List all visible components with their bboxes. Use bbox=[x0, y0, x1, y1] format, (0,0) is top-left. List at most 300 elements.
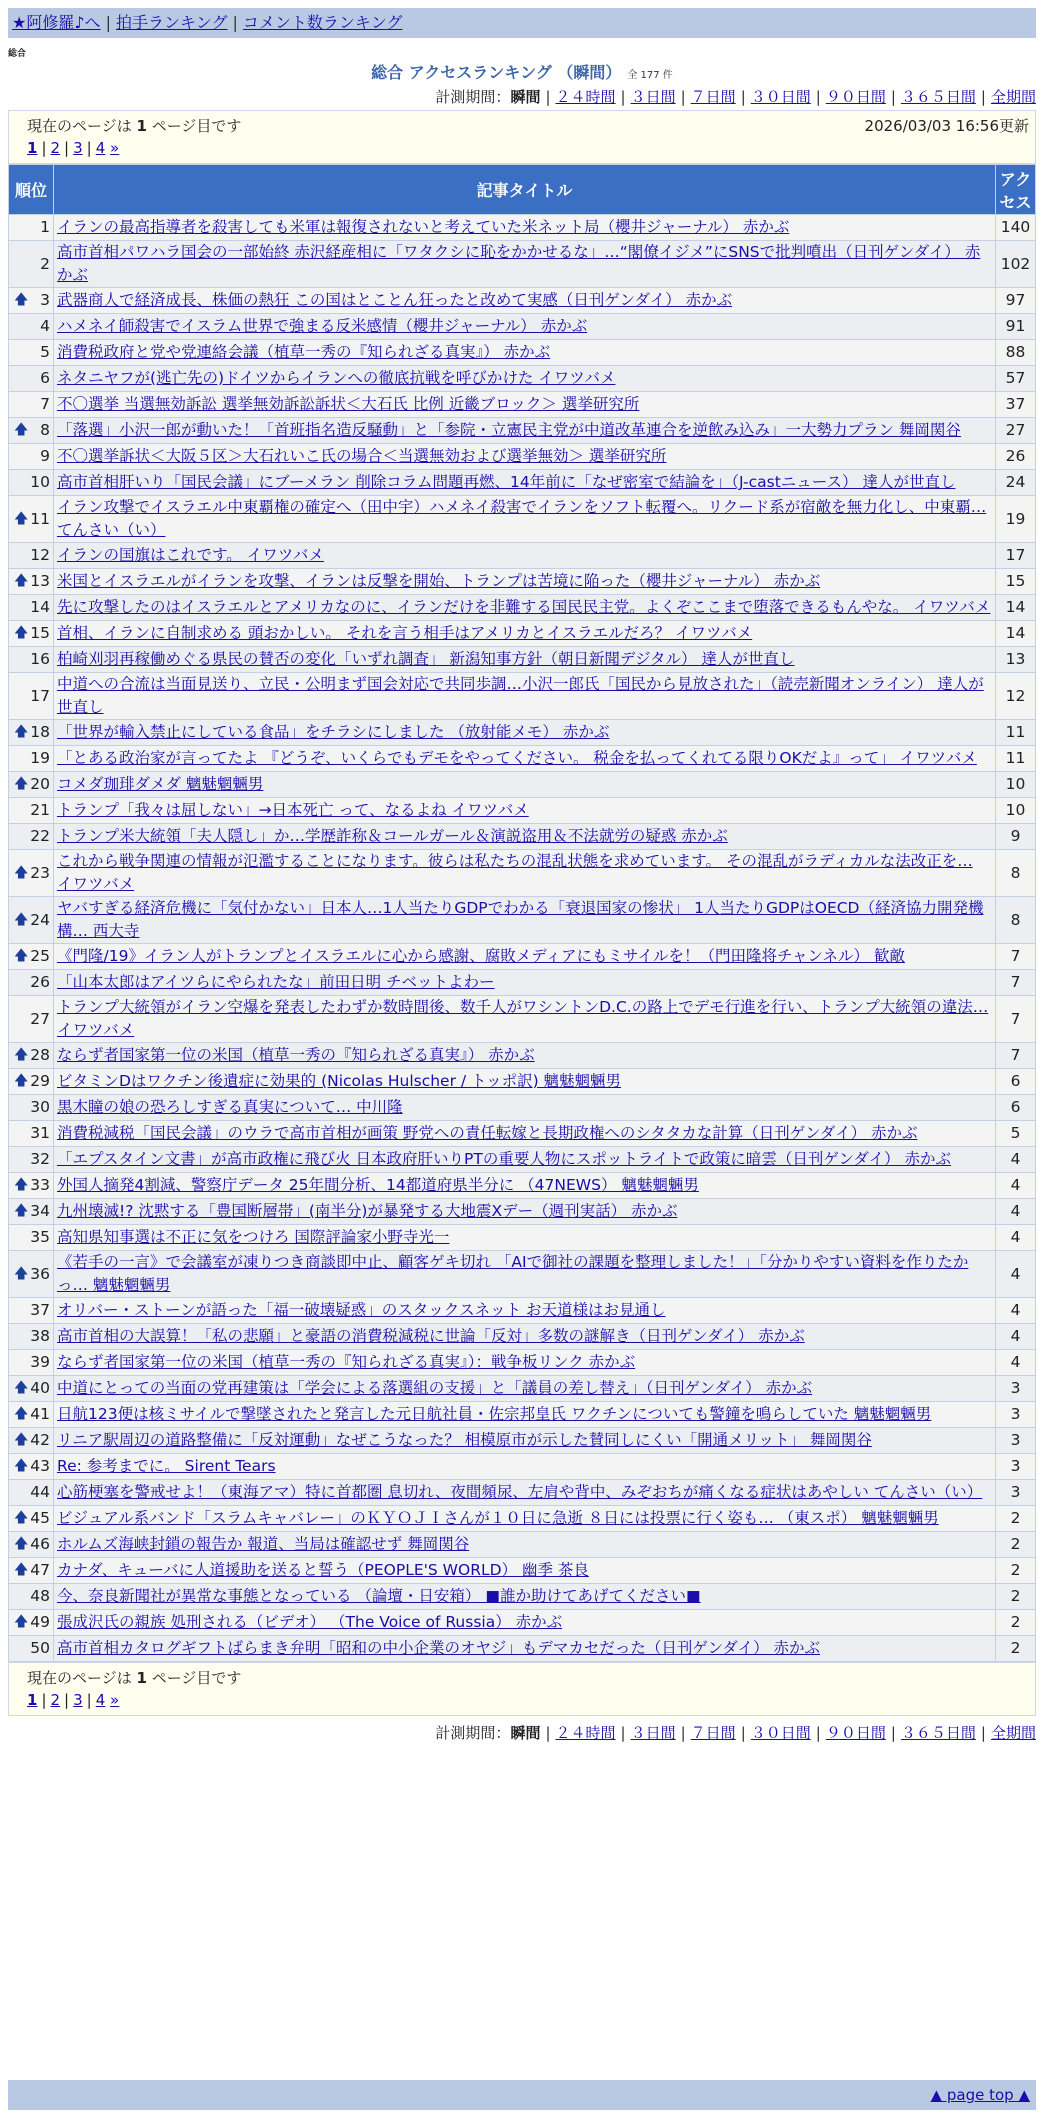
rank-number: 37 bbox=[30, 1301, 50, 1319]
period-separator: | bbox=[680, 88, 686, 106]
article-link[interactable]: 日航123便は核ミサイルで撃墜されたと発言した元日航社員・佐宗邦皇氏 ワクチンについても警鐘を鳴らしていた 魑魅魍魎男 bbox=[57, 1405, 932, 1423]
title-cell bbox=[54, 1610, 996, 1636]
rank-number: 35 bbox=[30, 1228, 50, 1246]
article-link[interactable]: 消費税政府と党や党連絡会議（植草一秀の『知られざる真実』） 赤かぶ bbox=[57, 343, 551, 361]
arrow-up-icon: 🡅 bbox=[14, 776, 29, 792]
rank-number: 4 bbox=[40, 317, 50, 335]
rank-cell bbox=[9, 288, 54, 314]
article-link[interactable]: ならず者国家第一位の米国（植草一秀の『知られざる真実』） 赤かぶ bbox=[57, 1046, 535, 1064]
article-link[interactable]: イランの国旗はこれです。 イワツバメ bbox=[57, 546, 324, 564]
rank-number: 30 bbox=[30, 1098, 50, 1116]
title-cell bbox=[54, 1454, 996, 1480]
title-cell bbox=[54, 1636, 996, 1662]
arrow-up-icon: 🡅 bbox=[14, 1432, 29, 1448]
page-link[interactable]: 2 bbox=[50, 1691, 61, 1709]
period-separator: | bbox=[740, 1724, 746, 1742]
table-row bbox=[9, 470, 1036, 496]
article-link[interactable]: トランプ「我々は屈しない」→日本死亡 って、なるよね イワツバメ bbox=[57, 801, 529, 819]
period-link[interactable]: ３６５日間 bbox=[900, 88, 976, 106]
arrow-up-icon: 🡅 bbox=[14, 911, 29, 928]
article-link[interactable]: リニア駅周辺の道路整備に「反対運動」なぜこうなった？ 相模原市が示した賛同しにくい「開通メリット」 舞岡関谷 bbox=[57, 1431, 872, 1449]
rank-cell bbox=[9, 496, 54, 543]
access-count: 2 bbox=[996, 1584, 1036, 1610]
access-count: 15 bbox=[996, 569, 1036, 595]
page-link[interactable]: 4 bbox=[95, 1691, 106, 1709]
access-count: 2 bbox=[996, 1558, 1036, 1584]
rank-cell bbox=[9, 1636, 54, 1662]
article-link[interactable]: ネタニヤフが(逃亡先の)ドイツからイランへの徹底抗戦を呼びかけた イワツバメ bbox=[57, 369, 616, 387]
table-row bbox=[9, 850, 1036, 897]
arrow-up-icon: 🡅 bbox=[14, 724, 29, 740]
article-link[interactable]: 《門隆/19》イラン人がトランプとイスラエルに心から感謝、腐敗メディアにもミサイルを！（門田隆将チャンネル） 歓敵 bbox=[57, 947, 905, 965]
period-separator: | bbox=[815, 88, 821, 106]
page-separator: | bbox=[64, 1691, 70, 1709]
rank-number: 46 bbox=[30, 1535, 50, 1553]
current-page-text: 現在のページは 1 ページ目です bbox=[27, 1669, 242, 1687]
table-row bbox=[9, 1350, 1036, 1376]
table-row bbox=[9, 970, 1036, 996]
arrow-up-icon: 🡅 bbox=[14, 948, 29, 964]
period-link[interactable]: 全期間 bbox=[990, 88, 1036, 106]
period-current: 瞬間 bbox=[510, 88, 541, 106]
arrow-up-icon: 🡅 bbox=[14, 510, 29, 527]
rank-number: 50 bbox=[30, 1639, 50, 1657]
period-link[interactable]: ９０日間 bbox=[825, 1724, 886, 1742]
article-link[interactable]: 外国人摘発4割減、警察庁データ 25年間分析、14都道府県半分に （47NEWS） 魑魅魍魎男 bbox=[57, 1176, 699, 1194]
rank-cell bbox=[9, 1558, 54, 1584]
title-cell bbox=[54, 1043, 996, 1069]
access-count: 8 bbox=[996, 850, 1036, 897]
access-count: 14 bbox=[996, 595, 1036, 621]
title-cell bbox=[54, 569, 996, 595]
table-row bbox=[9, 798, 1036, 824]
title-cell bbox=[54, 1147, 996, 1173]
title-cell bbox=[54, 1121, 996, 1147]
rank-cell bbox=[9, 1350, 54, 1376]
table-row bbox=[9, 1173, 1036, 1199]
title-cell bbox=[54, 241, 996, 288]
rank-number: 23 bbox=[30, 863, 50, 882]
period-separator: | bbox=[980, 1724, 986, 1742]
rank-cell bbox=[9, 647, 54, 673]
rank-cell bbox=[9, 897, 54, 944]
period-link[interactable]: ３０日間 bbox=[750, 88, 811, 106]
rank-column-header: 順位 bbox=[9, 165, 54, 215]
article-link[interactable]: 「山本太郎はアイツらにやられたな」前田日明 チベットよわー bbox=[57, 973, 495, 991]
rank-cell bbox=[9, 996, 54, 1043]
comment-ranking-link[interactable]: コメント数ランキング bbox=[242, 13, 403, 32]
rank-number: 20 bbox=[30, 775, 50, 793]
table-row bbox=[9, 392, 1036, 418]
table-row bbox=[9, 944, 1036, 970]
arrow-up-icon: 🡅 bbox=[14, 1203, 29, 1219]
rank-cell bbox=[9, 1506, 54, 1532]
title-cell bbox=[54, 340, 996, 366]
period-link[interactable]: ３日間 bbox=[630, 1724, 676, 1742]
arrow-up-icon: 🡅 bbox=[14, 1510, 29, 1526]
period-link[interactable]: ３６５日間 bbox=[900, 1724, 976, 1742]
article-link[interactable]: 黒木瞳の娘の恐ろしすぎる真実について… 中川隆 bbox=[57, 1098, 403, 1116]
rank-number: 31 bbox=[30, 1124, 50, 1142]
title-cell bbox=[54, 720, 996, 746]
table-row bbox=[9, 1298, 1036, 1324]
period-separator: | bbox=[815, 1724, 821, 1742]
rank-cell bbox=[9, 1043, 54, 1069]
article-link[interactable]: 高市首相肝いり「国民会議」にブーメラン 削除コラム問題再燃、14年前に「なぜ密室で結論を」（J-castニュース） 達人が世直し bbox=[57, 473, 956, 491]
table-row bbox=[9, 897, 1036, 944]
period-separator: | bbox=[620, 1724, 626, 1742]
arrow-up-icon: 🡅 bbox=[14, 573, 29, 589]
rank-cell bbox=[9, 569, 54, 595]
table-row bbox=[9, 1043, 1036, 1069]
title-cell bbox=[54, 850, 996, 897]
access-count: 11 bbox=[996, 746, 1036, 772]
access-count: 10 bbox=[996, 798, 1036, 824]
article-link[interactable]: これから戦争関連の情報が氾濫することになります。彼らは私たちの混乱状態を求めています。 その混乱がラディカルな法改正を… イワツバメ bbox=[57, 852, 973, 893]
top-nav-bar bbox=[8, 8, 1036, 38]
article-link[interactable]: ホルムズ海峡封鎖の報告か 報道、当局は確認せず 舞岡関谷 bbox=[57, 1535, 470, 1553]
rank-cell bbox=[9, 850, 54, 897]
access-count: 17 bbox=[996, 543, 1036, 569]
table-row bbox=[9, 1147, 1036, 1173]
rank-number: 40 bbox=[30, 1379, 50, 1397]
title-cell bbox=[54, 418, 996, 444]
title-cell bbox=[54, 1558, 996, 1584]
rank-number: 32 bbox=[30, 1150, 50, 1168]
article-link[interactable]: 高市首相パワハラ国会の一部始終 赤沢経産相に「ワタクシに恥をかかせるな」…“閣僚イジメ”にSNSで批判噴出（日刊ゲンダイ） 赤かぶ bbox=[57, 243, 981, 284]
table-row bbox=[9, 746, 1036, 772]
article-link[interactable]: トランプ大統領がイラン空爆を発表したわずか数時間後、数千人がワシントンD.C.の路上でデモ行進を行い、トランプ大統領の違法… イワツバメ bbox=[57, 998, 989, 1039]
article-link[interactable]: 不〇選挙 当選無効訴訟 選挙無効訴訟訴状＜大石氏 比例 近畿ブロック＞ 選挙研究所 bbox=[57, 395, 640, 413]
table-row bbox=[9, 1095, 1036, 1121]
rank-cell bbox=[9, 1454, 54, 1480]
table-row bbox=[9, 418, 1036, 444]
period-link[interactable]: ９０日間 bbox=[825, 88, 886, 106]
title-cell bbox=[54, 1506, 996, 1532]
title-cell bbox=[54, 470, 996, 496]
rank-number: 24 bbox=[30, 910, 50, 929]
title-column-header: 記事タイトル bbox=[54, 165, 996, 215]
table-row bbox=[9, 1506, 1036, 1532]
access-count: 2 bbox=[996, 1506, 1036, 1532]
arrow-up-icon: 🡅 bbox=[14, 864, 29, 881]
rank-number: 12 bbox=[30, 546, 50, 564]
pager-bottom bbox=[8, 1662, 1036, 1716]
period-selector-top bbox=[435, 86, 1036, 107]
article-link[interactable]: 九州壊滅!? 沈黙する「豊国断層帯」(南半分)が暴発する大地震Xデー（週刊実話） 赤かぶ bbox=[57, 1202, 678, 1220]
period-separator: | bbox=[680, 1724, 686, 1742]
table-row bbox=[9, 1251, 1036, 1298]
title-cell bbox=[54, 392, 996, 418]
title-cell bbox=[54, 824, 996, 850]
article-link[interactable]: トランプ米大統領「夫人隠し」か…学歴詐称＆コールガール＆演説盗用＆不法就労の疑惑 赤かぶ bbox=[57, 827, 728, 845]
updated-timestamp: 2026/03/03 16:56更新 bbox=[864, 117, 1029, 135]
period-current: 瞬間 bbox=[510, 1724, 541, 1742]
table-row bbox=[9, 1121, 1036, 1147]
article-link[interactable]: 武器商人で経済成長、株価の熱狂 この国はとことん狂ったと改めて実感（日刊ゲンダイ） 赤かぶ bbox=[57, 291, 733, 309]
rank-number: 18 bbox=[30, 723, 50, 741]
arrow-up-icon: 🡅 bbox=[14, 422, 29, 438]
article-link[interactable]: 今、奈良新聞社が異常な事態となっている （論壇・日安箱） ■誰か助けてあげてください■ bbox=[57, 1587, 701, 1605]
rank-number: 1 bbox=[40, 218, 50, 236]
rank-number: 25 bbox=[30, 947, 50, 965]
article-link[interactable]: 高知県知事選は不正に気をつけろ 国際評論家小野寺光一 bbox=[57, 1228, 450, 1246]
article-link[interactable]: カナダ、キューバに人道援助を送ると誓う（PEOPLE'S WORLD） 幽季 茶良 bbox=[57, 1561, 589, 1579]
page-link-current[interactable]: 1 bbox=[27, 139, 38, 157]
table-row bbox=[9, 1584, 1036, 1610]
rank-number: 38 bbox=[30, 1327, 50, 1345]
rank-number: 28 bbox=[30, 1046, 50, 1064]
article-link[interactable]: 高市首相カタログギフトばらまき弁明「昭和の中小企業のオヤジ」もデマカセだった（日刊ゲンダイ） 赤かぶ bbox=[57, 1639, 821, 1657]
article-link[interactable]: 米国とイスラエルがイランを攻撃、イランは反撃を開始、トランプは苦境に陥った（櫻井ジャーナル） 赤かぶ bbox=[57, 572, 821, 590]
table-row bbox=[9, 340, 1036, 366]
rank-number: 27 bbox=[30, 1009, 50, 1028]
access-count: 88 bbox=[996, 340, 1036, 366]
table-row bbox=[9, 1480, 1036, 1506]
rank-cell bbox=[9, 621, 54, 647]
rank-number: 21 bbox=[30, 801, 50, 819]
period-link[interactable]: ３０日間 bbox=[750, 1724, 811, 1742]
article-link[interactable]: ビジュアル系バンド「スラムキャバレー」のＫＹＯＪＩさんが１０日に急逝 ８日には投票に行く姿も… （東スポ） 魑魅魍魎男 bbox=[57, 1509, 939, 1527]
rank-number: 9 bbox=[40, 447, 50, 465]
access-count: 37 bbox=[996, 392, 1036, 418]
rank-cell bbox=[9, 1532, 54, 1558]
page-top-link[interactable]: ▲ page top ▲ bbox=[930, 2086, 1030, 2104]
title-cell bbox=[54, 621, 996, 647]
access-count: 19 bbox=[996, 496, 1036, 543]
period-link[interactable]: 全期間 bbox=[990, 1724, 1036, 1742]
category-label: 総合 bbox=[8, 49, 27, 59]
rank-number: 6 bbox=[40, 369, 50, 387]
title-cell bbox=[54, 798, 996, 824]
nav-separator: | bbox=[232, 13, 238, 32]
article-link[interactable]: 張成沢氏の親族 処刑される（ビデオ） （The Voice of Russia） 赤かぶ bbox=[57, 1613, 563, 1631]
article-link[interactable]: ハメネイ師殺害でイスラム世界で強まる反米感情（櫻井ジャーナル） 赤かぶ bbox=[57, 317, 588, 335]
page-link[interactable]: 3 bbox=[73, 1691, 83, 1709]
access-count: 4 bbox=[996, 1298, 1036, 1324]
article-link[interactable]: オリバー・ストーンが語った「福一破壊疑惑」のスタックスネット お天道様はお見通し bbox=[57, 1301, 666, 1319]
period-separator: | bbox=[545, 88, 551, 106]
rank-number: 11 bbox=[30, 509, 50, 528]
table-row bbox=[9, 569, 1036, 595]
article-link[interactable]: 不〇選挙訴状＜大阪５区＞大石れいこ氏の場合＜当選無効および選挙無効＞ 選挙研究所 bbox=[57, 447, 667, 465]
home-link[interactable]: ★阿修羅♪へ bbox=[12, 13, 101, 32]
table-row bbox=[9, 543, 1036, 569]
article-link[interactable]: 先に攻撃したのはイスラエルとアメリカなのに、イランだけを非難する国民民主党。よくぞここまで堕落できるもんやな。 イワツバメ bbox=[57, 598, 991, 616]
period-selector-bottom bbox=[435, 1722, 1036, 1743]
title-cell bbox=[54, 970, 996, 996]
access-count: 8 bbox=[996, 897, 1036, 944]
title-cell bbox=[54, 1095, 996, 1121]
arrow-up-icon: 🡅 bbox=[14, 292, 29, 308]
title-cell bbox=[54, 1428, 996, 1454]
title-cell bbox=[54, 746, 996, 772]
title-cell bbox=[54, 944, 996, 970]
table-row bbox=[9, 1376, 1036, 1402]
article-link[interactable]: 《若手の一言》で会議室が凍りつき商談即中止、顧客ゲキ切れ 「AIで御社の課題を整理しました！」「分かりやすい資料を作りたかっ… 魑魅魍魎男 bbox=[57, 1253, 969, 1294]
access-count: 4 bbox=[996, 1350, 1036, 1376]
table-row bbox=[9, 1636, 1036, 1662]
rank-number: 15 bbox=[30, 624, 50, 642]
title-cell bbox=[54, 1350, 996, 1376]
period-link[interactable]: ７日間 bbox=[690, 88, 736, 106]
article-link[interactable]: 心筋梗塞を警戒せよ！（東海アマ）特に首都圏 息切れ、夜間頻尿、左肩や背中、みぞおちが痛くなる症状はあやしい てんさい（い） bbox=[57, 1483, 983, 1501]
access-count: 4 bbox=[996, 1199, 1036, 1225]
access-count: 11 bbox=[996, 720, 1036, 746]
article-link[interactable]: 首相、イランに自制求める 頭おかしい。 それを言う相手はアメリカとイスラエルだろ？ イワツバメ bbox=[57, 624, 753, 642]
rank-cell bbox=[9, 241, 54, 288]
title-cell bbox=[54, 288, 996, 314]
rank-number: 26 bbox=[30, 973, 50, 991]
table-row bbox=[9, 366, 1036, 392]
article-link[interactable]: イランの最高指導者を殺害しても米軍は報復されないと考えていた米ネット局（櫻井ジャーナル） 赤かぶ bbox=[57, 218, 790, 236]
rank-number: 34 bbox=[30, 1202, 50, 1220]
rank-number: 44 bbox=[30, 1483, 50, 1501]
table-row bbox=[9, 595, 1036, 621]
table-row bbox=[9, 824, 1036, 850]
table-row bbox=[9, 673, 1036, 720]
rank-number: 8 bbox=[40, 421, 50, 439]
article-link[interactable]: ならず者国家第一位の米国（植草一秀の『知られざる真実』）：戦争板リンク 赤かぶ bbox=[57, 1353, 636, 1371]
table-row bbox=[9, 496, 1036, 543]
access-count: 7 bbox=[996, 970, 1036, 996]
next-page-link[interactable]: » bbox=[110, 139, 120, 157]
page-link-current[interactable]: 1 bbox=[27, 1691, 38, 1709]
rank-number: 22 bbox=[30, 827, 50, 845]
rank-number: 45 bbox=[30, 1509, 50, 1527]
table-row bbox=[9, 241, 1036, 288]
arrow-up-icon: 🡅 bbox=[14, 1177, 29, 1193]
access-count: 27 bbox=[996, 418, 1036, 444]
article-link[interactable]: 柏崎刈羽再稼働めぐる県民の賛否の変化「いずれ調査」 新潟知事方針（朝日新聞デジタル） 達人が世直し bbox=[57, 650, 795, 668]
rank-number: 36 bbox=[30, 1264, 50, 1283]
table-row bbox=[9, 1199, 1036, 1225]
table-row bbox=[9, 288, 1036, 314]
page-link[interactable]: 4 bbox=[95, 139, 106, 157]
access-count: 14 bbox=[996, 621, 1036, 647]
arrow-up-icon: 🡅 bbox=[14, 1265, 29, 1282]
article-link[interactable]: コメダ珈琲ダメダ 魑魅魍魎男 bbox=[57, 775, 264, 793]
rank-number: 14 bbox=[30, 598, 50, 616]
page-link[interactable]: 3 bbox=[73, 139, 83, 157]
access-count: 91 bbox=[996, 314, 1036, 340]
rank-number: 39 bbox=[30, 1353, 50, 1371]
access-count: 4 bbox=[996, 1147, 1036, 1173]
article-link[interactable]: ビタミンDはワクチン後遺症に効果的 (Nicolas Hulscher / トッポ訳) 魑魅魍魎男 bbox=[57, 1072, 622, 1090]
access-count: 6 bbox=[996, 1095, 1036, 1121]
article-link[interactable]: Re: 参考までに。 Sirent Tears bbox=[57, 1457, 276, 1475]
access-count: 24 bbox=[996, 470, 1036, 496]
pager-top bbox=[8, 110, 1036, 164]
table-row bbox=[9, 621, 1036, 647]
clap-ranking-link[interactable]: 拍手ランキング bbox=[115, 13, 228, 32]
page-links bbox=[27, 1691, 119, 1709]
table-row bbox=[9, 1558, 1036, 1584]
rank-cell bbox=[9, 418, 54, 444]
rank-cell bbox=[9, 1095, 54, 1121]
access-count: 12 bbox=[996, 673, 1036, 720]
access-count: 13 bbox=[996, 647, 1036, 673]
title-cell bbox=[54, 996, 996, 1043]
table-row bbox=[9, 1610, 1036, 1636]
article-link[interactable]: 中道への合流は当面見送り、立民・公明まず国会対応で共同歩調…小沢一郎氏「国民から見放された」（読売新聞オンライン） 達人が世直し bbox=[57, 675, 984, 716]
bottom-bar bbox=[8, 2080, 1036, 2110]
article-link[interactable]: ヤバすぎる経済危機に「気付かない」日本人…1人当たりGDPでわかる「衰退国家の惨状」 1人当たりGDPはOECD（経済協力開発機構… 西大寺 bbox=[57, 899, 984, 940]
rank-cell bbox=[9, 1251, 54, 1298]
article-link[interactable]: 「落選」小沢一郎が動いた！「首班指名造反騒動」と「参院・立憲民主党が中道改革連合を逆飲み込み」一大勢力プラン 舞岡関谷 bbox=[57, 421, 961, 439]
arrow-up-icon: 🡅 bbox=[14, 625, 29, 641]
access-count: 140 bbox=[996, 215, 1036, 241]
ranking-title: 総合 アクセスランキング （瞬間） bbox=[371, 63, 622, 82]
table-row bbox=[9, 1402, 1036, 1428]
rank-cell bbox=[9, 1199, 54, 1225]
period-link[interactable]: ７日間 bbox=[690, 1724, 736, 1742]
rank-number: 41 bbox=[30, 1405, 50, 1423]
title-cell bbox=[54, 1480, 996, 1506]
rank-cell bbox=[9, 1610, 54, 1636]
rank-cell bbox=[9, 1121, 54, 1147]
access-count: 3 bbox=[996, 1402, 1036, 1428]
article-link[interactable]: 消費税減税「国民会議」のウラで高市首相が画策 野党への責任転嫁と長期政権へのシタタカな計算（日刊ゲンダイ） 赤かぶ bbox=[57, 1124, 918, 1142]
page-title bbox=[0, 60, 1044, 83]
rank-cell bbox=[9, 444, 54, 470]
table-row bbox=[9, 1225, 1036, 1251]
title-cell bbox=[54, 1376, 996, 1402]
access-count: 4 bbox=[996, 1251, 1036, 1298]
rank-cell bbox=[9, 1376, 54, 1402]
access-count: 10 bbox=[996, 772, 1036, 798]
access-count: 7 bbox=[996, 996, 1036, 1043]
access-count: 26 bbox=[996, 444, 1036, 470]
rank-number: 10 bbox=[30, 473, 50, 491]
article-link[interactable]: 中道にとっての当面の党再建策は「学会による落選組の支援」と「議員の差し替え」（日刊ゲンダイ） 赤かぶ bbox=[57, 1379, 813, 1397]
next-page-link[interactable]: » bbox=[110, 1691, 120, 1709]
title-cell bbox=[54, 772, 996, 798]
page-link[interactable]: 2 bbox=[50, 139, 61, 157]
total-count: 全 177 件 bbox=[627, 70, 673, 81]
title-cell bbox=[54, 897, 996, 944]
title-cell bbox=[54, 673, 996, 720]
table-row bbox=[9, 1428, 1036, 1454]
period-separator: | bbox=[890, 88, 896, 106]
rank-number: 16 bbox=[30, 650, 50, 668]
page-separator: | bbox=[41, 139, 47, 157]
period-link[interactable]: ２４時間 bbox=[555, 88, 616, 106]
article-link[interactable]: 「とある政治家が言ってたよ 『どうぞ、いくらでもデモをやってください。 税金を払ってくれてる限りOKだよ』って」 イワツバメ bbox=[57, 749, 977, 767]
article-link[interactable]: 「エプスタイン文書」が高市政権に飛び火 日本政府肝いりPTの重要人物にスポットライトで政策に暗雲（日刊ゲンダイ） 赤かぶ bbox=[57, 1150, 952, 1168]
article-link[interactable]: 高市首相の大誤算！「私の悲願」と豪語の消費税減税に世論「反対」多数の謎解き（日刊ゲンダイ） 赤かぶ bbox=[57, 1327, 805, 1345]
access-count: 2 bbox=[996, 1610, 1036, 1636]
period-link[interactable]: ２４時間 bbox=[555, 1724, 616, 1742]
arrow-up-icon: 🡅 bbox=[14, 1047, 29, 1063]
access-count: 9 bbox=[996, 824, 1036, 850]
title-cell bbox=[54, 496, 996, 543]
access-count: 2 bbox=[996, 1636, 1036, 1662]
period-link[interactable]: ３日間 bbox=[630, 88, 676, 106]
rank-number: 13 bbox=[30, 572, 50, 590]
period-separator: | bbox=[620, 88, 626, 106]
rank-number: 49 bbox=[30, 1613, 50, 1631]
article-link[interactable]: イラン攻撃でイスラエル中東覇権の確定へ（田中宇）ハメネイ殺害でイランをソフト転覆へ。リクード系が宿敵を無力化し、中東覇… てんさい（い） bbox=[57, 498, 987, 539]
rank-cell bbox=[9, 1298, 54, 1324]
article-link[interactable]: 「世界が輸入禁止にしている食品」をチラシにしました （放射能メモ） 赤かぶ bbox=[57, 723, 610, 741]
access-count: 3 bbox=[996, 1376, 1036, 1402]
nav-separator: | bbox=[105, 13, 111, 32]
rank-number: 5 bbox=[40, 343, 50, 361]
access-count: 3 bbox=[996, 1454, 1036, 1480]
access-count: 3 bbox=[996, 1480, 1036, 1506]
rank-cell bbox=[9, 970, 54, 996]
